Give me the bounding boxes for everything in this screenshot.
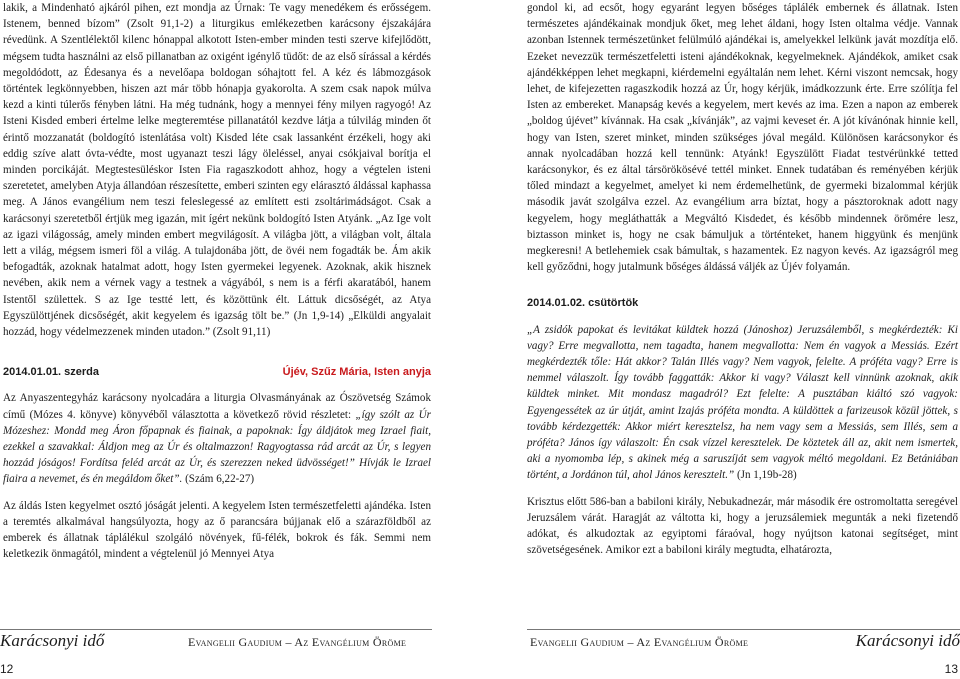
footer-left [0,629,432,652]
paragraph: gondol ki, ad ecsőt, hogy egyaránt legyen bőséges táplálék embernek és állatnak. Isten természetes ajándékainak mondjuk őket, meg lehet áldani, hogy Isten oltalma védje. Vannak azonban Istennek természetünket felülmúló ajándékai is, amelyekkel lelkünk javát mozdítja elő. Ezeket nevezzük természetfeletti isteni ajándékoknak, kegyelmeknek. Ajándékok, amiket csak ajándékképpen lehet megkapni, kiérdemelni egyáltalán nem lehet. Kérni viszont nemcsak, hogy lehet, de kifejezetten ragaszkodik hozzá az Úr, hogy kérjük, imádkozzunk érte. Erre szólítja fel Isten az embereket. Manapság kevés a kegyelem, mert kevés az ima. Ezen a napon az emberek „boldog újévet” kívánnak. Ha csak „kívánják”, az vajmi keveset ér. A jót kívánónak hinnie kell, hogy van Isten, szeret minket, minden szükséges jóval megáld. Különösen karácsonykor és annak nyolcadában hozzá kell tennünk: Atyánk! Egyszülött Fiadat testvérünkké tetted karácsonykor, és ez által társörökösévé tettél minket. Ennek tudatában és reményében kérjük tőled mindazt a kegyelmet, amelyet ki nem érdemelhetünk, de gyermeki bizalommal kérjük második javát szolgálva ezzel. Az evangélium arra bíztat, hogy a pásztoroknak adott nagy kegyelem, hogy megláthatták a Megváltó Kisdedet, és később mindennek örömére lesz, biztasson minket is, hogy ne csak bámuljuk a történteket, hanem higgyünk és menjünk megkeresni! A betlehemiek csak bámultak, s hazamentek. Ez nagyon kevés. Az igazságról meg kell győződni, hogy jutalmunk bőséges áldássá váljék az Újév folyamán. [527,2,958,274]
feast-name: Újév, Szűz Mária, Isten anyja [282,366,431,379]
paragraph: Krisztus előtt 586-ban a babiloni király, Nebukadnezár, már második ére ostromoltatta seregével Jeruzsálem várát. Haragját az váltotta ki, hogy a jeruzsálemiek megunták a neki fizetendő adókat, és alkudoztak az egyiptomi fáraóval, hogy nyújtson katonai segítséget, mint szövetségesének. Amikor ezt a babiloni király megtudta, elhatározta, [527,495,958,557]
date: 2014.01.02. csütörtök [527,297,639,310]
page-number: 12 [0,662,14,676]
paragraph: Az áldás Isten kegyelmet osztó jóságát jelenti. A kegyelem Isten természetfeletti ajándéka. Isten a teremtés alkalmával hangsúlyozta, hogy az ő parancsára bújjanak elő a szárazföldből az emberek és állatnak táplálékul szolgáló növények, fű-félék, bokrok és fák. Semmi nem keletkezik önmagától, mindent a végtelenül jó Mennyei Atya [3,499,431,561]
text: Az Anyaszentegyház karácsony nyolcadára a liturgia Olvasmányának az Ószövetség Számok című (Mózes 4. könyve) könyvéből választotta a következő rövid részletet: [3,392,431,421]
running-title: Karácsonyi idő [855,631,960,650]
quote: „így szólt az Úr Mózeshez: Mondd meg Áron főpapnak és fiainak, a papoknak: Így áldjátok meg Izrael fiait, ezekkel a szavakkal: Áldjon meg az Úr és oltalmazzon! Ragyogtassa rád arcát az Úr, s legyen hozzád jóságos! Fordítsa feléd arcát az Úr, és szerezzen neked üdvösséget!” Hívják le Izrael fiaira a nevemet, és én megáldom őket”. [3,408,431,486]
footer-right [527,629,960,652]
date: 2014.01.01. szerda [3,366,100,379]
running-section: Evangelii Gaudium – Az Evangélium Öröme [188,635,407,649]
day-heading [3,364,431,380]
page-number: 13 [944,662,958,676]
right-column [527,0,958,559]
left-column [3,0,431,563]
paragraph [527,322,958,484]
running-section: Evangelii Gaudium – Az Evangélium Öröme [530,635,749,649]
paragraph [3,390,431,487]
reference: (Szám 6,22-27) [182,473,255,486]
running-title: Karácsonyi idő [0,631,105,650]
quote: „A zsidók papokat és levitákat küldtek hozzá (Jánoshoz) Jeruzsálemből, s megkérdezték: Ki vagy? Erre megvallotta, nem tagadta, hanem megvallotta: Nem én vagyok a Messiás. Ezért megkérdezték tőle: Hát akkor? Talán Illés vagy? Nem vagyok, felelte. A próféta vagy? Erre is nemmel válaszolt. Így tovább faggatták: Akkor ki vagy? Választ kell vinnünk azoknak, akik küldtek minket. Mit mondasz magadról? Ezt felelte: A pusztában kiáltó szó vagyok: Egyengessétek az úr útját, amint Izajás próféta mondta. A küldöttek a farizeusok közül jöttek, s tovább kérdezgették: Akkor miért keresztelsz, ha nem vagy sem a Messiás, sem Illés, sem a próféta? János így válaszolt: Én csak vízzel keresztelek. De köztetek áll az, akit nem ismertek, aki a nyomomba lép, s akinek még a saruszíját sem vagyok méltó megoldani. Ez Betániában történt, a Jordánon túl, ahol János keresztelt.” [527,323,958,482]
paragraph: lakik, a Mindenható ajkáról pihen, ezt mondja az Úrnak: Te vagy menedékem és erősségem. Istenem, benned bízom” (Zsolt 91,1-2) a liturgikus emlékezetben karácsony éjszakájára révedünk. A Szentlélektől kilenc hónappal alkotott Isten-ember minden testi szerve kifejlődött, mégsem tudta használni az első pillanatban az oxigént igénylő tüdőt: de az első sírással a kérdés megoldódott, az Édesanya és a nevelőapa boldogan sóhajtott fel. A kéz és lábmozgások történtek legkönnyebben, hiszen azt már több hónapja gyakorolta. A szem csak napok múlva kezd a kinti túlerős fényben látni. Ha még tudnánk, hogy a mennyei fény milyen ragyogó! Az Isteni Kisded emberi értelme lelke megteremtése pillanatától kezdve látja a túlvilág minden őt érintő mozzanatát (boldogító istenlátása volt) Kisded léte csak lassanként érzékeli, hogy aki eddig szíve alatt óvta-védte, most ugyanazt teszi lágy öleléssel, anyai csókjaival borítja el minden porcikáját. Megtestesüléskor Isten Fia ragaszkodott ahhoz, hogy a végtelen isteni szeretetet, amelyben Atyja állandóan részesítette, emberi szinten egy elárasztó áldással kaphassa meg. A János evangélium nem teszi feleslegessé az említett esti zsoltárimádságot. Csak a karácsonyi szeretetből értjük meg igazán, mit ígért nekünk boldogító Isten Atyánk. „Az Ige volt az igazi világosság, amely minden embert megvilágosít. A világba jött, a világban volt, általa lett a világ, mégsem ismeri föl a világ. A tulajdonába jött, de övéi nem fogadták be. Ám akik befogadták, azoknak hatalmat adott, hogy Isten gyermekei legyenek. Azoknak, akik hisznek nevében, akik nem a vérnek vagy a testnek a vágyából, s nem is a férfi akaratából, hanem Istentől születtek. S az Ige testté lett, és közöttünk élt. Láttuk dicsőségét, az Atya Egyszülöttjének dicsőségét, akit kegyelem és igazság tölt be.” (Jn 1,9-14) „Elküldi angyalait hozzád, hogy védelmezzenek minden utadon.” (Zsolt 91,11) [3,2,431,339]
reference: (Jn 1,19b-28) [734,469,797,482]
